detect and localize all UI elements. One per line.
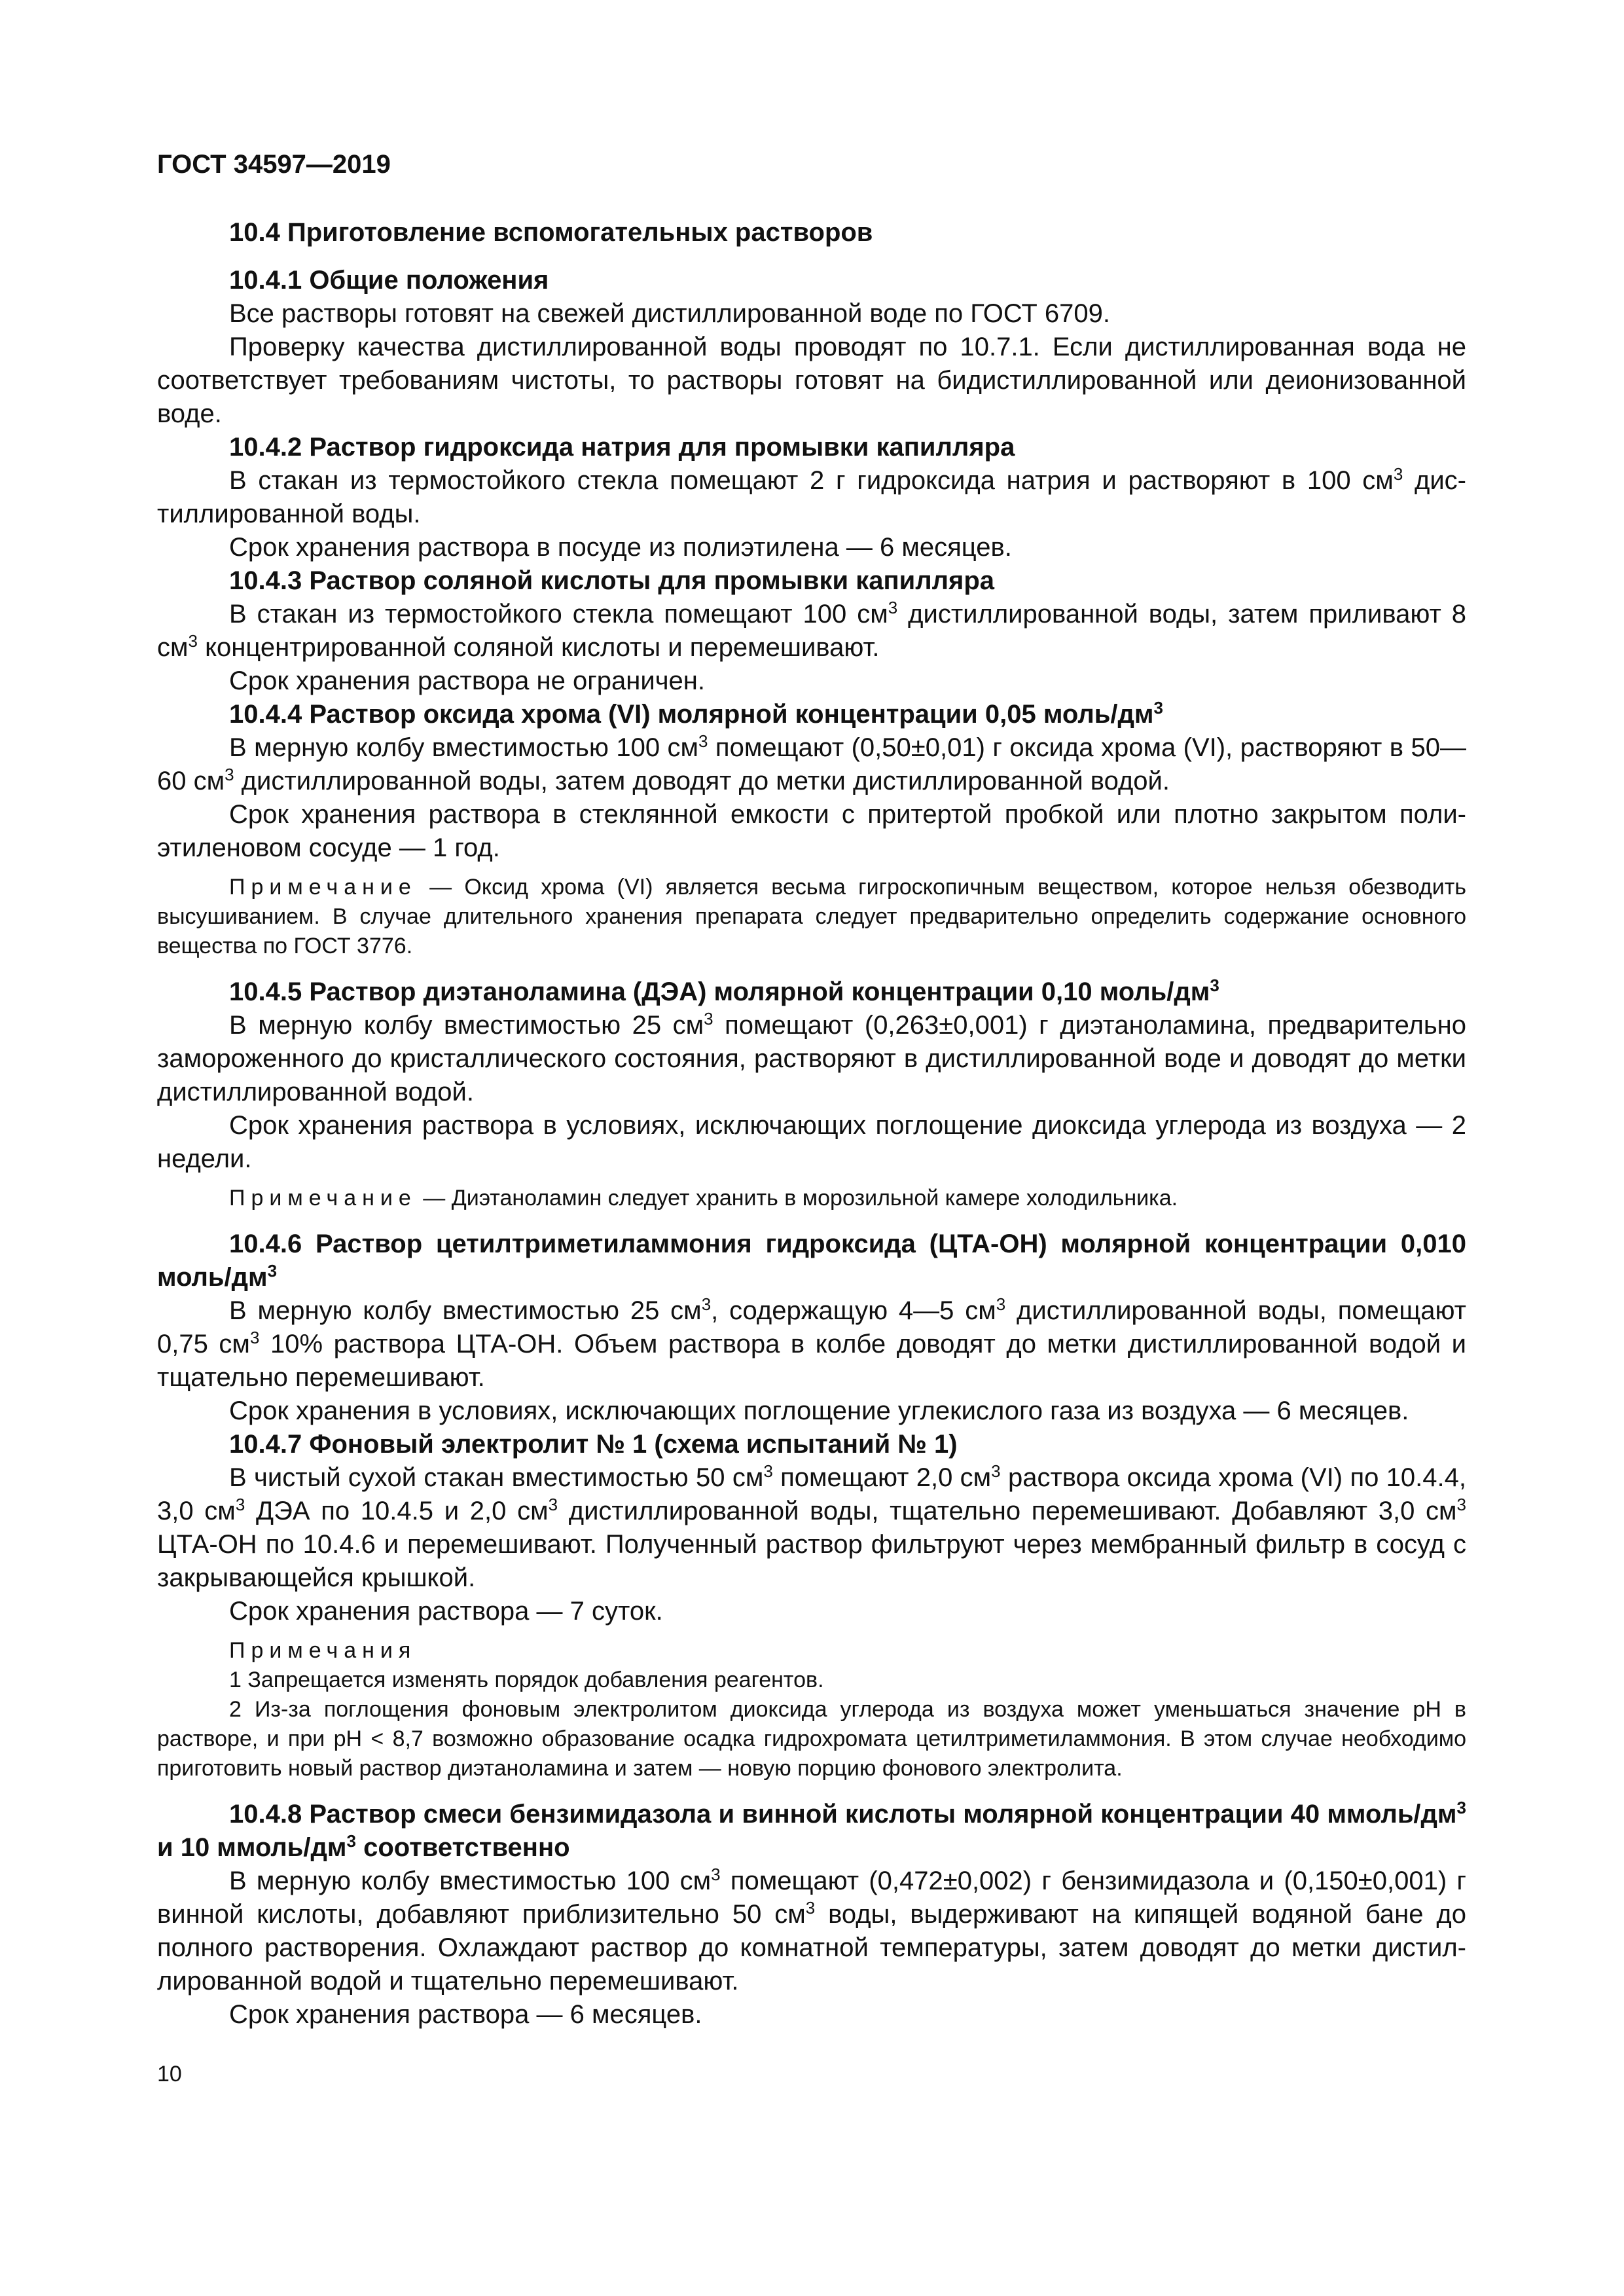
subsection-title-10-4-5: 10.4.5 Раствор диэтаноламина (ДЭА) молярной концентрации 0,10 моль/$дм^3$ [229,975,1219,1006]
subsection-title-10-4-2: 10.4.2 Раствор гидроксида натрия для промывки капилляра [229,433,1015,462]
superscript: 3 [1153,698,1163,718]
paragraph: Срок хранения раствора в стеклянной емкости с притертой пробкой или плотно закрытом полиэтиленовом сосуде — 1 год. [157,800,1466,862]
note: Примечание — Диэтаноламин следует хранить в морозильной камере холодильника. [229,1186,1178,1211]
paragraph: В мерную колбу вместимостью 25 $см^3$, содержащую 4—5 $см^3$ дистиллированной воды, помещают 0,75 $см^3$ 10% раствора ЦТА-ОН. Объем раствора в колбе доводят до метки дистиллированной водой и тщательно перемешивают. [157,1294,1466,1392]
paragraph: Все растворы готовят на свежей дистиллированной воде по ГОСТ 6709. [229,299,1111,328]
superscript: 3 [188,631,198,651]
subsection-title-10-4-8: 10.4.8 Раствор смеси бензимидазола и винной кислоты молярной концентрации 40 ммоль/$дм^3$ и 10 ммоль/$дм^3$ соответственно [157,1798,1466,1862]
superscript: 3 [225,765,234,784]
note-label: Примечание [229,1186,417,1211]
superscript: 3 [235,1495,245,1514]
superscript: 3 [763,1461,773,1481]
superscript: 3 [711,1865,721,1884]
paragraph: В стакан из термостойкого стекла помещают 100 $см^3$ дистиллированной воды, затем приливают 8 $см^3$ концентрированной соляной кислоты и перемешивают. [157,598,1467,662]
paragraph: В мерную колбу вместимостью 25 $см^3$ помещают (0,263±0,001) г диэтаноламина, предварительно замороженного до кристаллического состояния, растворяют в дистиллированной воде и доводят до метки дистиллированной водой. [157,1009,1467,1106]
subsection-title-10-4-6: 10.4.6 Раствор цетилтриметиламмония гидроксида (ЦТА-ОН) молярной концентрации 0,010 моль/$дм^3$ [157,1230,1466,1292]
superscript: 3 [996,1294,1006,1314]
superscript: 3 [346,1831,356,1851]
document-body [157,216,1466,2032]
note-item: 2 Из-за поглощения фоновым электролитом диоксида углерода из воздуха может уменьшаться значение pH в растворе, и при pH < 8,7 возможно образование осадка гидрохромата цетилтриметиламмония. В этом случае необходимо приготовить новый раствор диэтаноламина и затем — новую порцию фонового электролита. [157,1697,1466,1781]
subsection-title-10-4-7: 10.4.7 Фоновый электролит № 1 (схема испытаний № 1) [229,1430,958,1459]
superscript: 3 [991,1461,1001,1481]
paragraph: В чистый сухой стакан вместимостью 50 $см^3$ помещают 2,0 $см^3$ раствора оксида хрома (VI) по 10.4.4, 3,0 $см^3$ ДЭА по 10.4.5 и 2,0 $см^3$ дистиллированной воды, тщательно перемешивают. Добавляют 3,0 $см^3$ ЦТА-ОН по 10.4.6 и перемешивают. Полученный раствор фильтруют через мембранный фильтр в сосуд с закрывающейся крышкой. [157,1461,1466,1592]
note-item: 1 Запрещается изменять порядок добавления реагентов. [229,1667,824,1692]
subsection-title-10-4-1: 10.4.1 Общие положения [229,266,549,295]
note-label: Примечание [229,875,417,900]
paragraph: Срок хранения раствора не ограничен. [229,666,705,695]
superscript: 3 [1456,1798,1466,1817]
paragraph: Срок хранения раствора в условиях, исключающих поглощение диоксида углерода из воздуха — 2 недели. [157,1111,1466,1173]
superscript: 3 [805,1898,816,1918]
superscript: 3 [548,1495,558,1514]
paragraph: Срок хранения в условиях, исключающих поглощение углекислого газа из воздуха — 6 месяцев. [229,1396,1409,1425]
superscript: 3 [701,1294,712,1314]
subsection-title-10-4-4: 10.4.4 Раствор оксида хрома (VI) молярной концентрации 0,05 моль/$дм^3$ [229,698,1163,729]
paragraph: В стакан из термостойкого стекла помещают 2 г гидроксида натрия и растворяют в 100 $см^3$ дистиллированной воды. [157,464,1466,528]
superscript: 3 [249,1328,260,1347]
paragraph: Проверку качества дистиллированной воды проводят по 10.7.1. Если дистиллированная вода не соответствует требованиям чистоты, то растворы готовят на бидистиллированной или деионизованной воде. [157,333,1466,428]
paragraph: Срок хранения раствора — 7 суток. [229,1597,663,1626]
superscript: 3 [698,731,708,751]
subsection-title-10-4-3: 10.4.3 Раствор соляной кислоты для промывки капилляра [229,566,995,595]
paragraph: Срок хранения раствора в посуде из полиэтилена — 6 месяцев. [229,533,1012,562]
paragraph: В мерную колбу вместимостью 100 $см^3$ помещают (0,50±0,01) г оксида хрома (VI), растворяют в 50—60 $см^3$ дистиллированной воды, затем доводят до метки дистиллированной водой. [157,731,1466,795]
superscript: 3 [704,1009,713,1029]
paragraph: Срок хранения раствора — 6 месяцев. [229,2000,702,2029]
superscript: 3 [888,598,898,617]
page-number: 10 [157,2062,182,2086]
note: Примечание — Оксид хрома (VI) является весьма гигроскопичным веществом, которое нельзя обезводить высушиванием. В случае длительного хранения препарата следует предварительно определить содержание основного вещества по ГОСТ 3776. [157,875,1466,958]
superscript: 3 [1393,464,1403,484]
superscript: 3 [1456,1495,1466,1514]
superscript: 3 [1210,975,1219,995]
document-header: ГОСТ 34597—2019 [157,150,391,179]
section-title: 10.4 Приготовление вспомогательных растворов [229,218,873,247]
paragraph: В мерную колбу вместимостью 100 $см^3$ помещают (0,472±0,002) г бензимидазола и (0,150±0,001) г винной кислоты, добавляют приблизительно 50 $см^3$ воды, выдерживают на кипящей водяной бане до полного растворения. Охлаждают раствор до комнатной температуры, затем доводят до метки дистиллированной водой и тщательно перемешивают. [157,1865,1467,1995]
notes-title: Примечания [229,1638,417,1663]
superscript: 3 [267,1261,278,1281]
